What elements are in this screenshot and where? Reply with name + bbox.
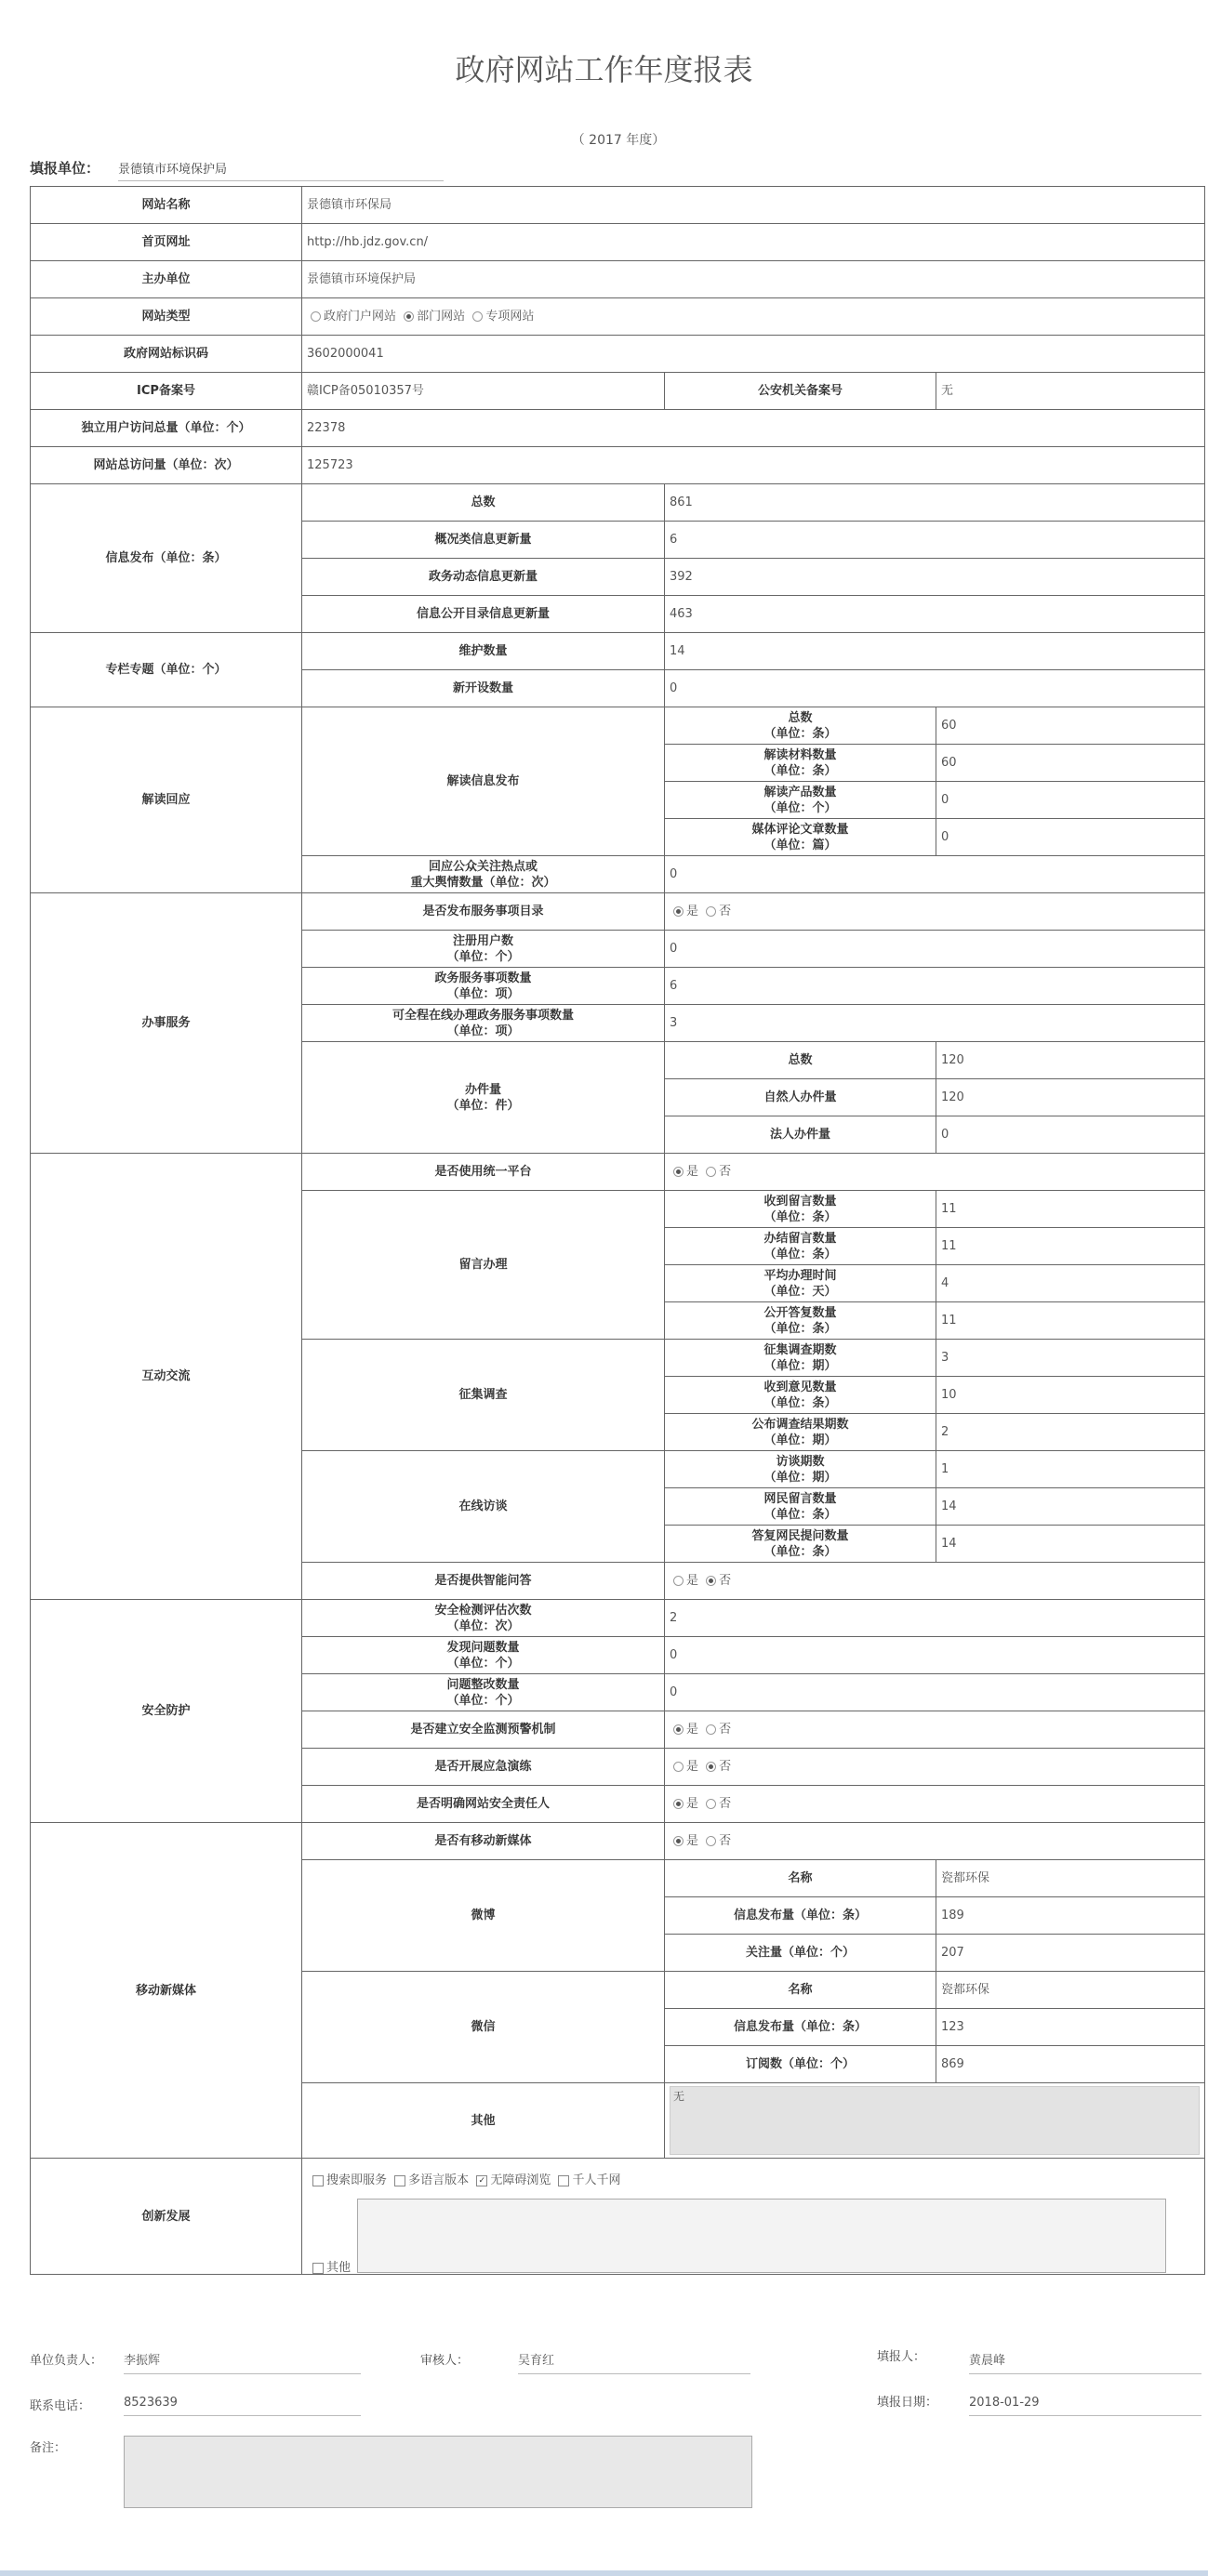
interact-recv-value: 11 [936,1191,1205,1228]
site-type-options [302,298,1205,336]
site-type-opt1: 政府门户网站 [324,310,397,324]
wx-sub-value: 869 [936,2046,1205,2083]
wb-name-label: 名称 [665,1860,936,1897]
leader-value: 李振辉 [124,2350,361,2374]
table-row [31,633,1205,670]
host-unit-label: 主办单位 [31,261,302,298]
interact-interview-label: 在线访谈 [302,1451,665,1563]
media-label: 移动新媒体 [31,1823,302,2159]
police-label: 公安机关备案号 [665,373,936,410]
radio-no[interactable] [706,1799,716,1809]
interpret-product-value: 0 [936,782,1205,819]
interpret-respond-label: 回应公众关注热点或 重大舆情数量（单位：次） [302,856,665,893]
interact-platform-options [665,1154,1205,1191]
wb-follow-value: 207 [936,1935,1205,1972]
filling-unit [30,158,444,181]
innovation-textarea[interactable] [357,2199,1166,2273]
phone-value: 8523639 [124,2396,361,2416]
radio-portal[interactable] [311,311,321,322]
service-catalog-label: 是否发布服务事项目录 [302,893,665,931]
table-row [31,298,1205,336]
pv-label: 网站总访问量（单位：次） [31,447,302,484]
service-items-label: 政务服务事项数量 （单位：项） [302,968,665,1005]
security-resp-options [665,1786,1205,1823]
column-maintain-value: 14 [665,633,1205,670]
media-other-cell [665,2083,1205,2159]
service-vol-total-value: 120 [936,1042,1205,1079]
radio-yes[interactable] [673,1167,684,1177]
wx-pub-value: 123 [936,2009,1205,2046]
info-overview-label: 概况类信息更新量 [302,522,665,559]
interact-periods-label: 征集调查期数 （单位：期） [665,1340,936,1377]
security-fixed-value: 0 [665,1674,1205,1711]
interpret-product-label: 解读产品数量 （单位：个） [665,782,936,819]
no-label: 否 [719,1760,732,1774]
interpret-material-label: 解读材料数量 （单位：条） [665,745,936,782]
interpret-label: 解读回应 [31,707,302,893]
interact-iv-msgs-value: 14 [936,1488,1205,1526]
service-vol-total-label: 总数 [665,1042,936,1079]
table-row [31,1154,1205,1191]
innovation-opt2: 多语言版本 [408,2173,470,2187]
interact-avg-value: 4 [936,1265,1205,1302]
security-found-value: 0 [665,1637,1205,1674]
wb-name-value: 瓷都环保 [936,1860,1205,1897]
table-row [31,336,1205,373]
no-label: 否 [719,1165,732,1179]
interpret-total-label: 总数 （单位：条） [665,707,936,745]
report-year: （ 2017 年度） [571,133,666,148]
innovation-label: 创新发展 [31,2159,302,2275]
no-label: 否 [719,1574,732,1588]
interact-iv-ans-value: 14 [936,1526,1205,1563]
interact-platform-label: 是否使用统一平台 [302,1154,665,1191]
service-reg-value: 0 [665,931,1205,968]
security-label: 安全防护 [31,1600,302,1823]
yes-label: 是 [686,1797,699,1811]
checkbox-search-service[interactable] [312,2175,324,2186]
innovation-opt3: 无障碍浏览 [490,2173,551,2187]
service-vol-legal-value: 0 [936,1116,1205,1154]
interact-avg-label: 平均办理时间 （单位：天） [665,1265,936,1302]
security-drill-options [665,1749,1205,1786]
interact-iv-periods-value: 1 [936,1451,1205,1488]
info-total-label: 总数 [302,484,665,522]
radio-yes[interactable] [673,1799,684,1809]
home-url-label: 首页网址 [31,224,302,261]
interact-periods-value: 3 [936,1340,1205,1377]
innovation-opt4: 千人千网 [572,2173,621,2187]
interact-pub-value: 11 [936,1302,1205,1340]
info-news-label: 政务动态信息更新量 [302,559,665,596]
yes-label: 是 [686,1834,699,1848]
service-vol-person-label: 自然人办件量 [665,1079,936,1116]
wb-follow-label: 关注量（单位：个） [665,1935,936,1972]
remark-textarea[interactable] [124,2436,752,2508]
column-new-label: 新开设数量 [302,670,665,707]
info-news-value: 392 [665,559,1205,596]
reviewer-value: 吴育红 [518,2350,750,2374]
phone-label: 联系电话： [30,2399,91,2413]
table-row [31,447,1205,484]
radio-yes[interactable] [673,1576,684,1586]
interact-opinions-value: 10 [936,1377,1205,1414]
table-row [31,410,1205,447]
report-table [30,186,1205,2275]
site-type-opt3: 专项网站 [485,310,535,324]
home-url-value: http://hb.jdz.gov.cn/ [302,224,1205,261]
police-value: 无 [936,373,1205,410]
interact-pub-label: 公开答复数量 （单位：条） [665,1302,936,1340]
pv-value: 125723 [302,447,1205,484]
service-catalog-options [665,893,1205,931]
wx-name-value: 瓷都环保 [936,1972,1205,2009]
uv-label: 独立用户访问总量（单位：个） [31,410,302,447]
reviewer-label: 审核人： [420,2354,470,2368]
table-row [31,2159,1205,2275]
bottom-bar [0,2570,1208,2576]
site-type-opt2: 部门网站 [417,310,466,324]
yes-label: 是 [686,1165,699,1179]
checkbox-personalized[interactable] [558,2175,569,2186]
media-has-label: 是否有移动新媒体 [302,1823,665,1860]
site-name-label: 网站名称 [31,187,302,224]
host-unit-value: 景德镇市环境保护局 [302,261,1205,298]
table-row [31,261,1205,298]
interact-done-label: 办结留言数量 （单位：条） [665,1228,936,1265]
service-vol-person-value: 120 [936,1079,1205,1116]
radio-no[interactable] [706,1762,716,1772]
page-title: 政府网站工作年度报表 [455,52,753,87]
table-row [31,1823,1205,1860]
service-items-value: 6 [665,968,1205,1005]
filling-unit-value: 景德镇市环境保护局 [118,159,444,181]
filler-label: 填报人： [877,2350,926,2364]
radio-no[interactable] [706,1724,716,1735]
interact-opinions-label: 收到意见数量 （单位：条） [665,1377,936,1414]
security-warn-options [665,1711,1205,1749]
radio-department[interactable] [404,311,414,322]
table-row [31,187,1205,224]
security-fixed-label: 问题整改数量 （单位：个） [302,1674,665,1711]
interact-iv-periods-label: 访谈期数 （单位：期） [665,1451,936,1488]
interpret-respond-value: 0 [665,856,1205,893]
innovation-other: 其他 [326,2261,352,2275]
security-drill-label: 是否开展应急演练 [302,1749,665,1786]
innovation-cell [302,2159,1205,2275]
no-label: 否 [719,1834,732,1848]
interact-qa-label: 是否提供智能问答 [302,1563,665,1600]
info-total-value: 861 [665,484,1205,522]
filling-unit-label: 填报单位： [30,160,100,177]
security-resp-label: 是否明确网站安全责任人 [302,1786,665,1823]
info-catalog-label: 信息公开目录信息更新量 [302,596,665,633]
table-row [31,373,1205,410]
interact-msg-label: 留言办理 [302,1191,665,1340]
interact-qa-options [665,1563,1205,1600]
column-maintain-label: 维护数量 [302,633,665,670]
info-catalog-value: 463 [665,596,1205,633]
yes-label: 是 [686,1760,699,1774]
interact-done-value: 11 [936,1228,1205,1265]
interact-results-value: 2 [936,1414,1205,1451]
interact-iv-msgs-label: 网民留言数量 （单位：条） [665,1488,936,1526]
radio-no[interactable] [706,1576,716,1586]
interpret-total-value: 60 [936,707,1205,745]
column-new-value: 0 [665,670,1205,707]
radio-yes[interactable] [673,1836,684,1846]
yes-label: 是 [686,1574,699,1588]
site-id-label: 政府网站标识码 [31,336,302,373]
wb-pub-label: 信息发布量（单位：条） [665,1897,936,1935]
service-label: 办事服务 [31,893,302,1154]
radio-yes[interactable] [673,906,684,917]
table-row [31,224,1205,261]
site-name-value: 景德镇市环保局 [302,187,1205,224]
wx-pub-label: 信息发布量（单位：条） [665,2009,936,2046]
innovation-opt1: 搜索即服务 [326,2173,388,2187]
uv-value: 22378 [302,410,1205,447]
service-online-value: 3 [665,1005,1205,1042]
radio-no[interactable] [706,906,716,917]
table-row [31,484,1205,522]
icp-value: 赣ICP备05010357号 [302,373,665,410]
media-has-options [665,1823,1205,1860]
security-eval-value: 2 [665,1600,1205,1637]
info-pub-label: 信息发布（单位：条） [31,484,302,633]
remark-label: 备注： [30,2441,67,2455]
radio-no[interactable] [706,1836,716,1846]
weibo-label: 微博 [302,1860,665,1972]
table-row [31,707,1205,745]
radio-no[interactable] [706,1167,716,1177]
no-label: 否 [719,1723,732,1737]
interpret-sub-label: 解读信息发布 [302,707,665,856]
wx-name-label: 名称 [665,1972,936,2009]
checkbox-other[interactable] [312,2263,324,2274]
info-overview-value: 6 [665,522,1205,559]
service-online-label: 可全程在线办理政务服务事项数量 （单位：项） [302,1005,665,1042]
interact-survey-label: 征集调查 [302,1340,665,1451]
interpret-media-label: 媒体评论文章数量 （单位：篇） [665,819,936,856]
interpret-material-value: 60 [936,745,1205,782]
security-eval-label: 安全检测评估次数 （单位：次） [302,1600,665,1637]
radio-special[interactable] [472,311,483,322]
no-label: 否 [719,905,732,918]
media-other-textarea[interactable] [670,2086,1200,2155]
yes-label: 是 [686,1723,699,1737]
interact-results-label: 公布调查结果期数 （单位：期） [665,1414,936,1451]
yes-label: 是 [686,905,699,918]
radio-yes[interactable] [673,1762,684,1772]
interact-iv-ans-label: 答复网民提问数量 （单位：条） [665,1526,936,1563]
wx-sub-label: 订阅数（单位：个） [665,2046,936,2083]
interact-label: 互动交流 [31,1154,302,1600]
table-row [31,1600,1205,1637]
media-other-label: 其他 [302,2083,665,2159]
service-reg-label: 注册用户数 （单位：个） [302,931,665,968]
radio-yes[interactable] [673,1724,684,1735]
wechat-label: 微信 [302,1972,665,2083]
interact-recv-label: 收到留言数量 （单位：条） [665,1191,936,1228]
security-warn-label: 是否建立安全监测预警机制 [302,1711,665,1749]
date-value: 2018-01-29 [969,2396,1201,2416]
date-label: 填报日期： [877,2396,938,2410]
security-found-label: 发现问题数量 （单位：个） [302,1637,665,1674]
wb-pub-value: 189 [936,1897,1205,1935]
column-label: 专栏专题（单位：个） [31,633,302,707]
site-id-value: 3602000041 [302,336,1205,373]
site-type-label: 网站类型 [31,298,302,336]
no-label: 否 [719,1797,732,1811]
checkbox-multi-language[interactable] [394,2175,405,2186]
icp-label: ICP备案号 [31,373,302,410]
checkbox-accessibility[interactable]: ✓ [476,2175,487,2186]
interpret-media-value: 0 [936,819,1205,856]
service-vol-legal-label: 法人办件量 [665,1116,936,1154]
table-row [31,893,1205,931]
service-volume-label: 办件量 （单位：件） [302,1042,665,1154]
filler-value: 黄晨峰 [969,2350,1201,2374]
media-other-value: 无 [673,2090,685,2103]
leader-label: 单位负责人： [30,2354,103,2368]
